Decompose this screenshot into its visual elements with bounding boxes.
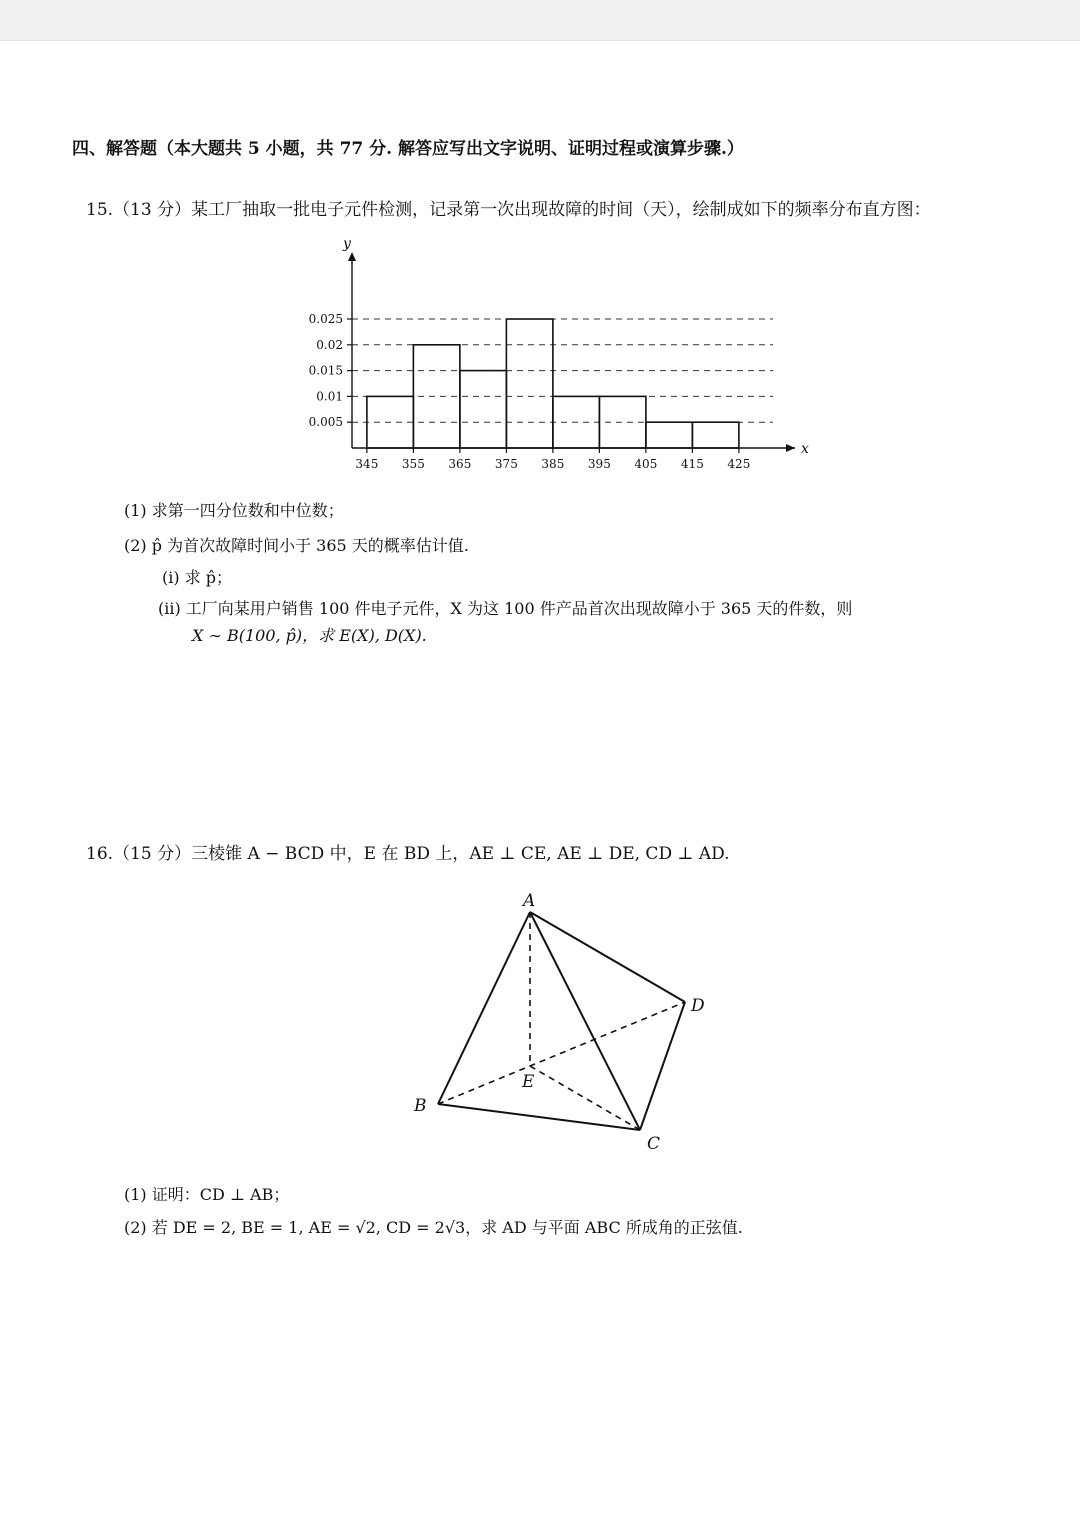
- x-axis-label: x: [801, 441, 809, 457]
- vertex-label-C: C: [647, 1134, 661, 1154]
- x-tick-label-1: 355: [401, 457, 425, 471]
- point-label-E: E: [522, 1072, 535, 1092]
- q16-part2: (2) 若 DE = 2, BE = 1, AE = √2, CD = 2√3，求 AD 与平面 ABC 所成角的正弦值.: [124, 1218, 743, 1237]
- q16-part1: (1) 证明：CD ⊥ AB；: [124, 1185, 290, 1204]
- vertex-label-B: B: [414, 1096, 427, 1116]
- q15-part1: (1) 求第一四分位数和中位数；: [124, 501, 344, 520]
- bar-415-425: [692, 422, 739, 448]
- bar-405-415: [646, 422, 693, 448]
- x-tick-label-3: 375: [494, 457, 518, 471]
- x-tick-label-5: 395: [587, 457, 611, 471]
- q15-part2-ii-continued: X ∼ B(100, p̂)，求 E(X), D(X).: [192, 626, 427, 645]
- q15-stem: 15.（13 分）某工厂抽取一批电子元件检测，记录第一次出现故障的时间（天），绘制成如下的频率分布直方图：: [86, 200, 931, 220]
- x-tick-label-7: 415: [680, 457, 704, 471]
- q15-part2-ii: (ii) 工厂向某用户销售 100 件电子元件，X 为这 100 件产品首次出现故障小于 365 天的件数，则: [158, 599, 853, 618]
- edge-BC: [438, 1104, 640, 1130]
- x-axis-arrow: [786, 444, 795, 452]
- bar-365-375: [460, 371, 507, 448]
- edge-AB: [438, 912, 530, 1104]
- q15-part2: (2) p̂ 为首次故障时间小于 365 天的概率估计值.: [124, 536, 469, 555]
- x-tick-label-8: 425: [727, 457, 751, 471]
- y-tick-label-3: 0.02: [316, 337, 343, 352]
- top-bar: [0, 0, 1080, 41]
- bar-375-385: [506, 319, 553, 448]
- section-title: 四、解答题（本大题共 5 小题，共 77 分. 解答应写出文字说明、证明过程或演算步骤.）: [72, 139, 744, 159]
- y-tick-label-2: 0.015: [308, 363, 343, 378]
- vertex-label-D: D: [691, 996, 705, 1016]
- vertex-label-A: A: [523, 891, 536, 911]
- x-tick-label-2: 365: [448, 457, 472, 471]
- q15-part2-i: (i) 求 p̂；: [162, 568, 233, 587]
- x-tick-label-6: 405: [634, 457, 658, 471]
- histogram-chart: [290, 238, 820, 478]
- edge-BD-hidden: [438, 1002, 685, 1104]
- y-tick-label-1: 0.01: [316, 389, 343, 404]
- edge-CD: [640, 1002, 685, 1130]
- q16-stem: 16.（15 分）三棱锥 A − BCD 中，E 在 BD 上，AE ⊥ CE, AE ⊥ DE, CD ⊥ AD.: [86, 844, 730, 864]
- x-tick-label-4: 385: [541, 457, 565, 471]
- tetrahedron-diagram: [400, 880, 730, 1160]
- y-axis-label: y: [343, 238, 351, 252]
- y-tick-label-4: 0.025: [308, 312, 343, 326]
- y-tick-label-0: 0.005: [308, 415, 343, 430]
- x-tick-label-0: 345: [355, 457, 379, 471]
- y-axis-arrow: [348, 252, 356, 261]
